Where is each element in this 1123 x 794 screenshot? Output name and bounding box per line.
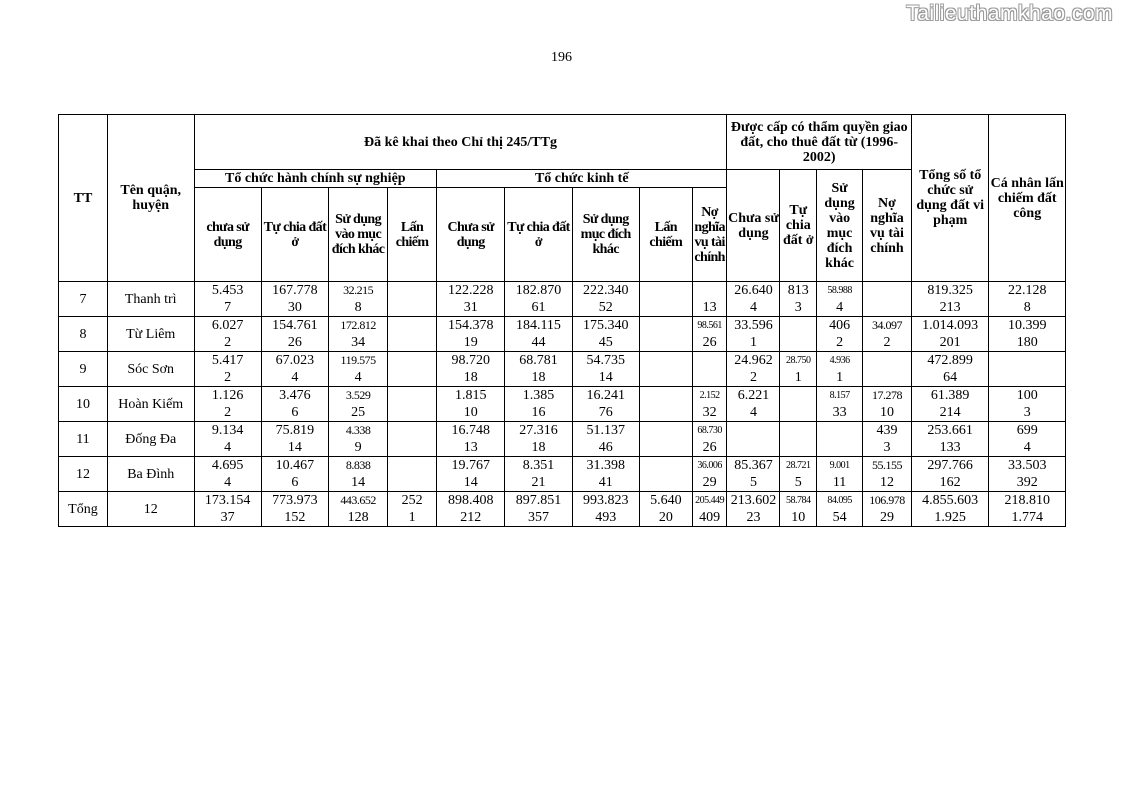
value-cell: 31.398 [572, 457, 639, 475]
value-cell: 2 [194, 369, 261, 387]
value-cell: 439 [863, 422, 912, 440]
value-cell [388, 474, 437, 492]
value-cell: 1 [780, 369, 817, 387]
value-cell: 8 [329, 299, 388, 317]
value-cell [817, 422, 863, 440]
value-cell: 85.367 [727, 457, 780, 475]
table-row [59, 387, 1066, 405]
table-row [59, 439, 1066, 457]
value-cell: 34.097 [863, 317, 912, 335]
value-cell: 4 [194, 439, 261, 457]
value-cell: 2 [194, 334, 261, 352]
value-cell [692, 282, 727, 300]
value-cell: 22.128 [989, 282, 1066, 300]
value-cell: 28.750 [780, 352, 817, 370]
value-cell [388, 387, 437, 405]
row-number-cell: 12 [59, 457, 108, 492]
value-cell [727, 422, 780, 440]
value-cell [817, 439, 863, 457]
value-cell: 4.695 [194, 457, 261, 475]
value-cell: 8.351 [505, 457, 572, 475]
table-row [59, 334, 1066, 352]
value-cell: 813 [780, 282, 817, 300]
value-cell: 154.378 [437, 317, 505, 335]
header-econ-debt: Nợ nghĩa vụ tài chính [692, 188, 727, 282]
value-cell: 25 [329, 404, 388, 422]
value-cell: 98.720 [437, 352, 505, 370]
value-cell: 51.137 [572, 422, 639, 440]
value-cell [639, 474, 692, 492]
value-cell: 2 [194, 404, 261, 422]
value-cell [692, 369, 727, 387]
value-cell: 4.338 [329, 422, 388, 440]
value-cell: 14 [261, 439, 328, 457]
value-cell: 37 [194, 509, 261, 527]
value-cell: 6.027 [194, 317, 261, 335]
value-cell: 28.721 [780, 457, 817, 475]
value-cell: 13 [692, 299, 727, 317]
value-cell: 1.126 [194, 387, 261, 405]
value-cell: 2 [727, 369, 780, 387]
value-cell [388, 299, 437, 317]
value-cell: 16.241 [572, 387, 639, 405]
table-row [59, 299, 1066, 317]
value-cell: 10 [863, 404, 912, 422]
value-cell: 4.936 [817, 352, 863, 370]
district-name-cell: 12 [107, 492, 194, 527]
value-cell [780, 334, 817, 352]
value-cell: 4 [261, 369, 328, 387]
header-declared: Đã kê khai theo Chỉ thị 245/TTg [194, 115, 727, 170]
value-cell: 18 [505, 369, 572, 387]
value-cell: 30 [261, 299, 328, 317]
value-cell [388, 369, 437, 387]
value-cell [989, 352, 1066, 370]
table-row [59, 474, 1066, 492]
value-cell [989, 369, 1066, 387]
row-number-cell: 7 [59, 282, 108, 317]
value-cell: 184.115 [505, 317, 572, 335]
value-cell [639, 282, 692, 300]
value-cell: 443.652 [329, 492, 388, 510]
value-cell: 61.389 [911, 387, 988, 405]
value-cell: 84.095 [817, 492, 863, 510]
value-cell: 1.014.093 [911, 317, 988, 335]
header-admin-org: Tổ chức hành chính sự nghiệp [194, 170, 437, 188]
value-cell: 2 [863, 334, 912, 352]
value-cell: 4 [817, 299, 863, 317]
value-cell: 14 [329, 474, 388, 492]
value-cell: 58.988 [817, 282, 863, 300]
value-cell: 133 [911, 439, 988, 457]
value-cell: 54.735 [572, 352, 639, 370]
value-cell: 5 [727, 474, 780, 492]
value-cell: 9.001 [817, 457, 863, 475]
table-row [59, 352, 1066, 370]
value-cell: 493 [572, 509, 639, 527]
value-cell [639, 317, 692, 335]
value-cell: 26 [692, 439, 727, 457]
value-cell [639, 457, 692, 475]
value-cell: 4 [727, 299, 780, 317]
value-cell: 819.325 [911, 282, 988, 300]
value-cell [639, 299, 692, 317]
value-cell [388, 422, 437, 440]
value-cell: 26.640 [727, 282, 780, 300]
row-number-cell: Tổng [59, 492, 108, 527]
district-name-cell: Ba Đình [107, 457, 194, 492]
value-cell [388, 404, 437, 422]
table-row [59, 282, 1066, 300]
value-cell: 8 [989, 299, 1066, 317]
value-cell: 68.730 [692, 422, 727, 440]
value-cell: 68.781 [505, 352, 572, 370]
value-cell [780, 404, 817, 422]
value-cell: 213.602 [727, 492, 780, 510]
value-cell: 21 [505, 474, 572, 492]
value-cell: 297.766 [911, 457, 988, 475]
value-cell: 253.661 [911, 422, 988, 440]
value-cell [727, 439, 780, 457]
land-violation-table [58, 114, 1066, 527]
value-cell: 4 [194, 474, 261, 492]
value-cell: 58.784 [780, 492, 817, 510]
value-cell: 6 [261, 404, 328, 422]
value-cell: 1 [388, 509, 437, 527]
district-name-cell: Đống Đa [107, 422, 194, 457]
table-row [59, 422, 1066, 440]
value-cell: 172.812 [329, 317, 388, 335]
value-cell: 773.973 [261, 492, 328, 510]
district-name-cell: Từ Liêm [107, 317, 194, 352]
value-cell: 32 [692, 404, 727, 422]
value-cell: 152 [261, 509, 328, 527]
value-cell [388, 352, 437, 370]
value-cell: 472.899 [911, 352, 988, 370]
header-granted-other-purpose: Sử dụng vào mục đích khác [817, 170, 863, 282]
value-cell [780, 439, 817, 457]
value-cell: 3.529 [329, 387, 388, 405]
value-cell: 1 [727, 334, 780, 352]
value-cell: 7 [194, 299, 261, 317]
value-cell: 218.810 [989, 492, 1066, 510]
value-cell: 993.823 [572, 492, 639, 510]
value-cell: 18 [437, 369, 505, 387]
value-cell: 173.154 [194, 492, 261, 510]
value-cell [780, 422, 817, 440]
value-cell: 10 [437, 404, 505, 422]
header-admin-self-divided: Tự chia đất ở [261, 188, 328, 282]
value-cell: 1.815 [437, 387, 505, 405]
value-cell: 16.748 [437, 422, 505, 440]
value-cell: 898.408 [437, 492, 505, 510]
value-cell: 392 [989, 474, 1066, 492]
value-cell: 75.819 [261, 422, 328, 440]
value-cell [639, 404, 692, 422]
value-cell: 3 [780, 299, 817, 317]
value-cell: 19 [437, 334, 505, 352]
value-cell: 5.417 [194, 352, 261, 370]
header-econ-self-divided: Tự chia đất ở [505, 188, 572, 282]
header-econ-other-purpose: Sử dụng mục đích khác [572, 188, 639, 282]
value-cell: 201 [911, 334, 988, 352]
value-cell: 29 [692, 474, 727, 492]
value-cell: 4 [329, 369, 388, 387]
value-cell: 34 [329, 334, 388, 352]
row-number-cell: 10 [59, 387, 108, 422]
value-cell: 10.399 [989, 317, 1066, 335]
value-cell: 162 [911, 474, 988, 492]
header-econ-unused: Chưa sử dụng [437, 188, 505, 282]
value-cell: 61 [505, 299, 572, 317]
value-cell: 10.467 [261, 457, 328, 475]
value-cell: 18 [505, 439, 572, 457]
value-cell: 406 [817, 317, 863, 335]
value-cell: 9.134 [194, 422, 261, 440]
value-cell: 32.215 [329, 282, 388, 300]
table-row [59, 404, 1066, 422]
value-cell: 8.838 [329, 457, 388, 475]
value-cell: 52 [572, 299, 639, 317]
watermark-text: Tailieuthamkhao.com [906, 2, 1113, 25]
row-number-cell: 8 [59, 317, 108, 352]
value-cell: 6.221 [727, 387, 780, 405]
header-econ-org: Tổ chức kinh tế [437, 170, 727, 188]
value-cell: 214 [911, 404, 988, 422]
value-cell: 2 [817, 334, 863, 352]
value-cell: 19.767 [437, 457, 505, 475]
value-cell: 212 [437, 509, 505, 527]
value-cell [388, 334, 437, 352]
value-cell: 5 [780, 474, 817, 492]
value-cell: 213 [911, 299, 988, 317]
value-cell [388, 457, 437, 475]
value-cell: 14 [572, 369, 639, 387]
table-row [59, 492, 1066, 510]
value-cell: 6 [261, 474, 328, 492]
value-cell: 252 [388, 492, 437, 510]
value-cell: 409 [692, 509, 727, 527]
value-cell [388, 317, 437, 335]
value-cell: 3 [989, 404, 1066, 422]
value-cell: 31 [437, 299, 505, 317]
value-cell: 76 [572, 404, 639, 422]
value-cell: 167.778 [261, 282, 328, 300]
value-cell [639, 422, 692, 440]
header-tt: TT [59, 115, 108, 282]
value-cell [388, 282, 437, 300]
header-total-orgs: Tổng số tổ chức sử dụng đất vi phạm [911, 115, 988, 282]
value-cell: 4 [727, 404, 780, 422]
value-cell: 23 [727, 509, 780, 527]
value-cell [780, 387, 817, 405]
value-cell: 4.855.603 [911, 492, 988, 510]
table-row [59, 457, 1066, 475]
value-cell: 41 [572, 474, 639, 492]
value-cell: 54 [817, 509, 863, 527]
table-body [59, 282, 1066, 527]
header-admin-other-purpose: Sử dụng vào mục đích khác [329, 188, 388, 282]
value-cell: 45 [572, 334, 639, 352]
header-granted-self-divided: Tự chia đất ở [780, 170, 817, 282]
value-cell: 33.596 [727, 317, 780, 335]
value-cell [692, 352, 727, 370]
value-cell: 106.978 [863, 492, 912, 510]
value-cell [863, 352, 912, 370]
value-cell: 128 [329, 509, 388, 527]
value-cell: 20 [639, 509, 692, 527]
district-name-cell: Thanh trì [107, 282, 194, 317]
value-cell: 44 [505, 334, 572, 352]
header-granted: Được cấp có thẩm quyền giao đất, cho thuê đất từ (1996-2002) [727, 115, 911, 170]
row-number-cell: 9 [59, 352, 108, 387]
value-cell: 24.962 [727, 352, 780, 370]
row-number-cell: 11 [59, 422, 108, 457]
header-admin-unused: chưa sử dụng [194, 188, 261, 282]
value-cell: 46 [572, 439, 639, 457]
value-cell: 98.561 [692, 317, 727, 335]
table-row [59, 509, 1066, 527]
value-cell: 154.761 [261, 317, 328, 335]
table-row [59, 317, 1066, 335]
value-cell [639, 387, 692, 405]
table-row [59, 369, 1066, 387]
value-cell: 897.851 [505, 492, 572, 510]
district-name-cell: Sóc Sơn [107, 352, 194, 387]
value-cell: 8.157 [817, 387, 863, 405]
value-cell: 1 [817, 369, 863, 387]
value-cell: 36.006 [692, 457, 727, 475]
value-cell [639, 369, 692, 387]
value-cell: 3 [863, 439, 912, 457]
header-individuals: Cá nhân lấn chiếm đất công [989, 115, 1066, 282]
header-granted-unused: Chưa sử dụng [727, 170, 780, 282]
value-cell: 64 [911, 369, 988, 387]
value-cell: 5.640 [639, 492, 692, 510]
value-cell: 11 [817, 474, 863, 492]
district-name-cell: Hoàn Kiếm [107, 387, 194, 422]
header-admin-encroach: Lấn chiếm [388, 188, 437, 282]
value-cell [780, 317, 817, 335]
value-cell: 699 [989, 422, 1066, 440]
value-cell: 10 [780, 509, 817, 527]
value-cell: 1.925 [911, 509, 988, 527]
value-cell: 26 [261, 334, 328, 352]
value-cell: 3.476 [261, 387, 328, 405]
value-cell: 205.449 [692, 492, 727, 510]
header-granted-debt: Nợ nghĩa vụ tài chính [863, 170, 912, 282]
value-cell: 119.575 [329, 352, 388, 370]
value-cell: 2.152 [692, 387, 727, 405]
value-cell: 1.774 [989, 509, 1066, 527]
value-cell: 4 [989, 439, 1066, 457]
value-cell: 1.385 [505, 387, 572, 405]
value-cell: 29 [863, 509, 912, 527]
value-cell [639, 352, 692, 370]
value-cell: 33.503 [989, 457, 1066, 475]
value-cell [863, 282, 912, 300]
header-econ-encroach: Lấn chiếm [639, 188, 692, 282]
value-cell: 122.228 [437, 282, 505, 300]
value-cell: 14 [437, 474, 505, 492]
value-cell: 357 [505, 509, 572, 527]
value-cell: 26 [692, 334, 727, 352]
value-cell: 9 [329, 439, 388, 457]
page-number: 196 [551, 50, 572, 65]
value-cell [863, 369, 912, 387]
header-district: Tên quận, huyện [107, 115, 194, 282]
value-cell [388, 439, 437, 457]
value-cell: 55.155 [863, 457, 912, 475]
value-cell: 5.453 [194, 282, 261, 300]
value-cell [639, 334, 692, 352]
value-cell: 182.870 [505, 282, 572, 300]
value-cell: 16 [505, 404, 572, 422]
value-cell: 67.023 [261, 352, 328, 370]
value-cell: 33 [817, 404, 863, 422]
value-cell: 222.340 [572, 282, 639, 300]
value-cell: 180 [989, 334, 1066, 352]
value-cell: 12 [863, 474, 912, 492]
value-cell [639, 439, 692, 457]
value-cell: 13 [437, 439, 505, 457]
value-cell: 100 [989, 387, 1066, 405]
value-cell: 17.278 [863, 387, 912, 405]
value-cell [863, 299, 912, 317]
value-cell: 27.316 [505, 422, 572, 440]
value-cell: 175.340 [572, 317, 639, 335]
